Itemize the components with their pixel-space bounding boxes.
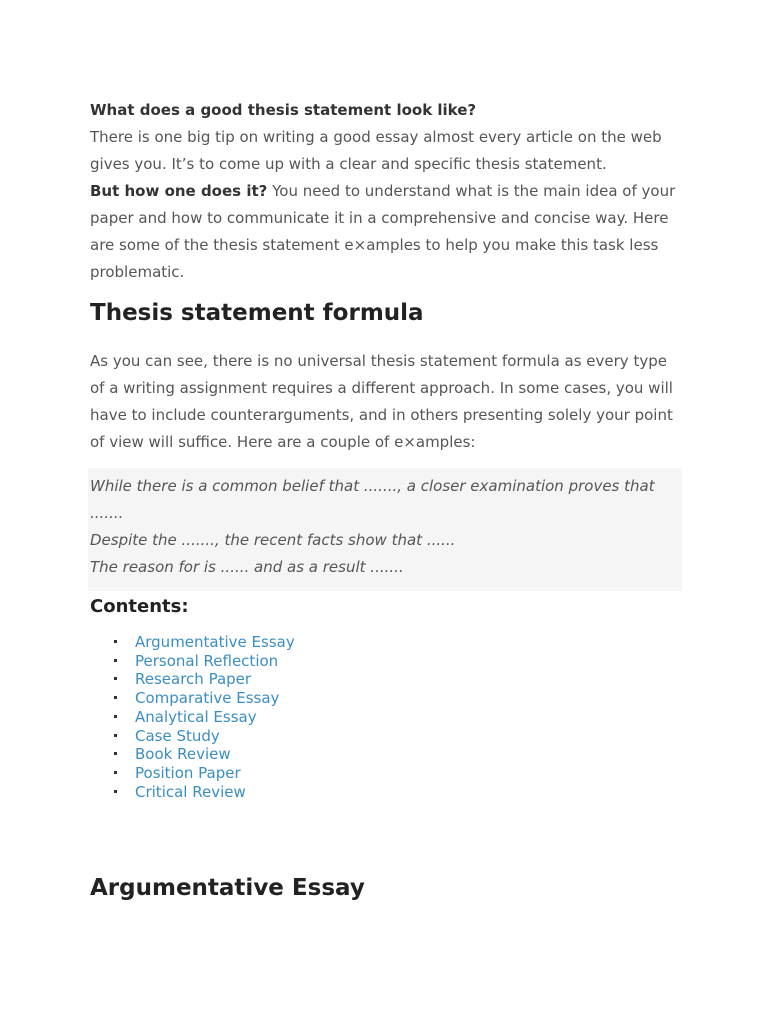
list-item (110, 783, 680, 802)
formula-example-3: The reason for is ...... and as a result ....... (90, 558, 404, 576)
contents-link-critical-review[interactable]: Critical Review (135, 782, 246, 801)
list-item (110, 670, 680, 689)
bullet-icon (114, 771, 117, 774)
contents-link-book-review[interactable]: Book Review (135, 745, 231, 764)
bullet-icon (114, 696, 117, 699)
bullet-icon (114, 734, 117, 737)
section-heading-argumentative-essay: Argumentative Essay (90, 875, 365, 901)
contents-title: Contents: (90, 596, 189, 617)
bullet-icon (114, 715, 117, 718)
list-item (110, 708, 680, 727)
list-item (110, 689, 680, 708)
intro-bold-question: But how one does it? (90, 182, 268, 200)
contents-link-position-paper[interactable]: Position Paper (135, 763, 241, 782)
list-item (110, 764, 680, 783)
formula-examples-block (88, 468, 682, 591)
formula-example-1: While there is a common belief that ......., a closer examination proves that ....... (90, 477, 655, 522)
bullet-icon (114, 640, 117, 643)
bullet-icon (114, 659, 117, 662)
contents-link-research-paper[interactable]: Research Paper (135, 670, 252, 689)
article-body (90, 97, 680, 801)
contents-link-analytical-essay[interactable]: Analytical Essay (135, 707, 257, 726)
intro-paragraph-2-text: You need to understand what is the main idea of your paper and how to communicate it in a comprehensive and concise way. Here are some of the thesis statement e×amples to help you make this task less problematic. (90, 182, 676, 281)
list-item (110, 633, 680, 652)
section-heading-thesis-formula: Thesis statement formula (90, 300, 424, 326)
list-item (110, 727, 680, 746)
list-item (110, 745, 680, 764)
contents-list (90, 633, 680, 801)
contents-link-argumentative-essay[interactable]: Argumentative Essay (135, 633, 295, 651)
bullet-icon (114, 677, 117, 680)
intro-paragraph-2 (90, 178, 680, 286)
contents-link-personal-reflection[interactable]: Personal Reflection (135, 651, 279, 670)
contents-link-case-study[interactable]: Case Study (135, 726, 220, 745)
bullet-icon (114, 752, 117, 755)
formula-example-2: Despite the ......., the recent facts show that ...... (90, 531, 456, 549)
thesis-formula-paragraph: As you can see, there is no universal thesis statement formula as every type of a writing assignment requires a different approach. In some cases, you will have to include counterarguments, and in others presenting solely your point of view will suffice. Here are a couple of e×amples: (90, 352, 673, 451)
list-item (110, 652, 680, 671)
bullet-icon (114, 790, 117, 793)
contents-link-comparative-essay[interactable]: Comparative Essay (135, 689, 280, 708)
intro-paragraph-1: There is one big tip on writing a good essay almost every article on the web gives you. It’s to come up with a clear and specific thesis statement. (90, 128, 662, 173)
intro-question: What does a good thesis statement look like? (90, 101, 477, 119)
